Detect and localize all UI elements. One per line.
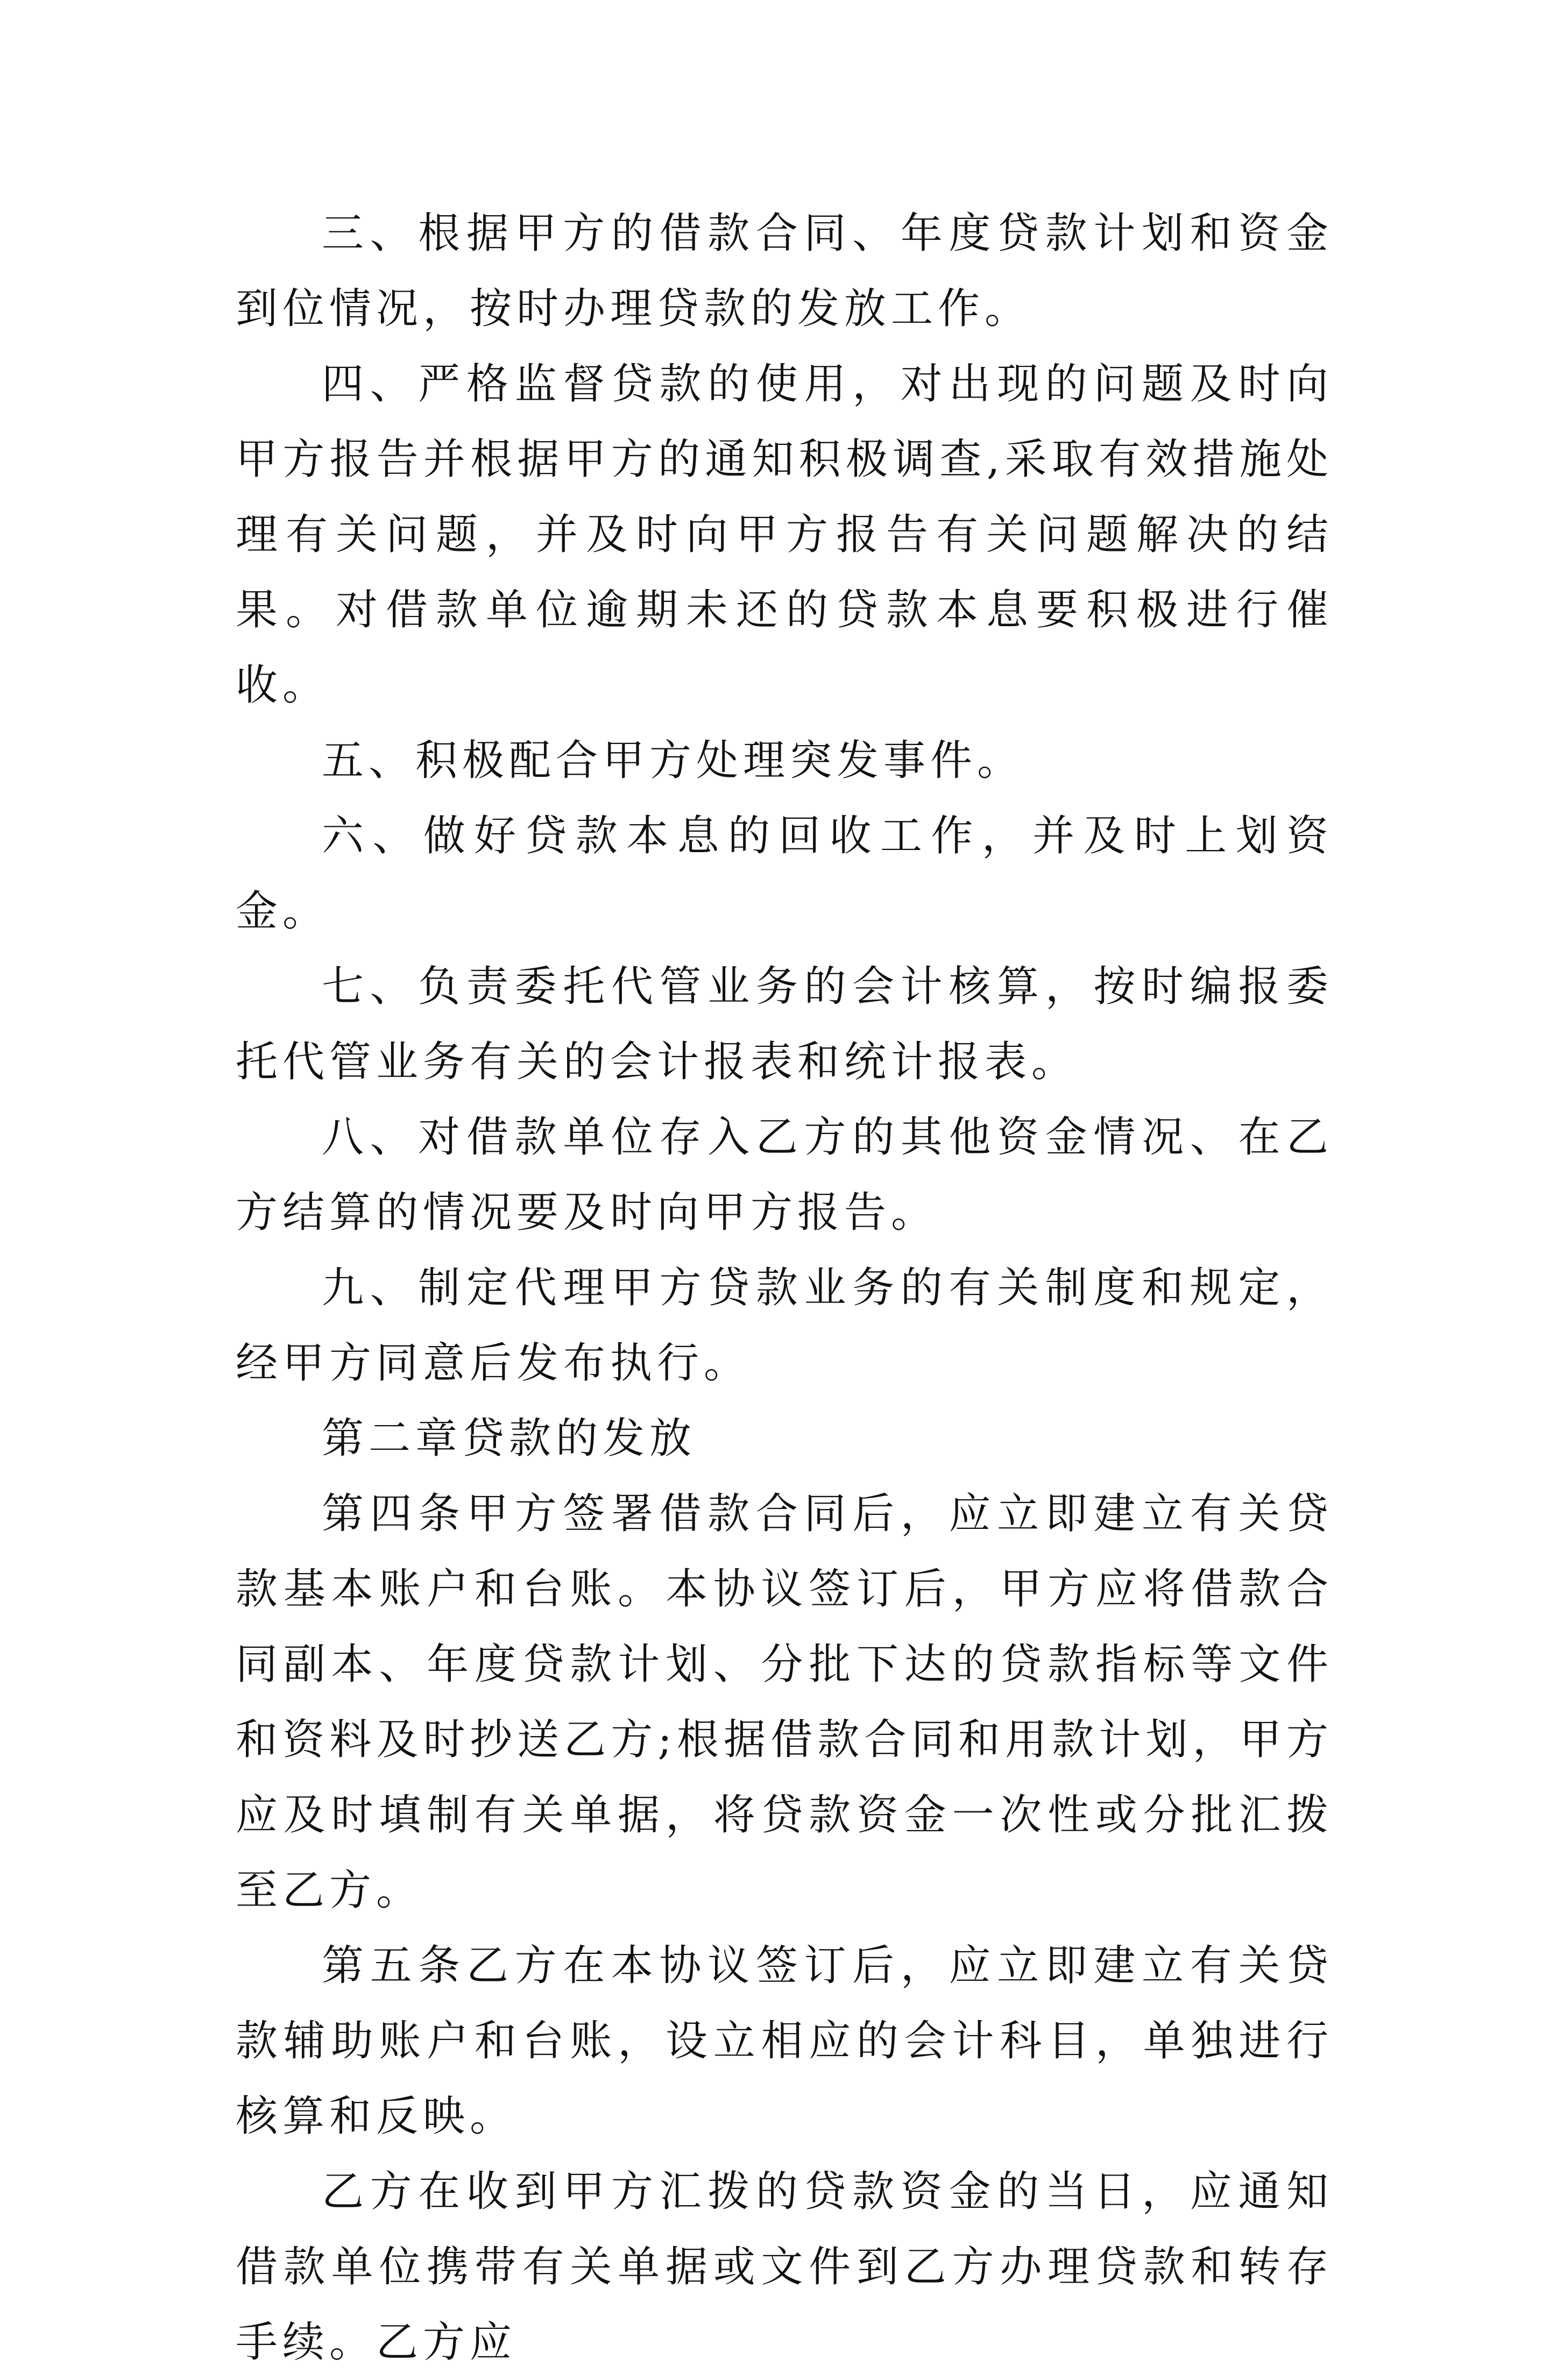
article-5: 第五条乙方在本协议签订后，应立即建立有关贷款辅助账户和台账，设立相应的会计科目，单独进行核算和反映。 — [236, 1942, 1333, 2141]
paragraph-item-8: 八、对借款单位存入乙方的其他资金情况、在乙方结算的情况要及时向甲方报告。 — [236, 1113, 1333, 1237]
document-body — [236, 196, 1333, 2380]
paragraph-item-5: 五、积极配合甲方处理突发事件。 — [322, 736, 1024, 785]
paragraph-item-9: 九、制定代理甲方贷款业务的有关制度和规定，经甲方同意后发布执行。 — [236, 1264, 1333, 1387]
paragraph-item-4: 四、严格监督贷款的使用，对出现的问题及时向甲方报告并根据甲方的通知积极调查,采取有效措施处理有关问题，并及时向甲方报告有关问题解决的结果。对借款单位逾期未还的贷款本息要积极进行催收。 — [236, 360, 1333, 710]
article-4: 第四条甲方签署借款合同后，应立即建立有关贷款基本账户和台账。本协议签订后，甲方应将借款合同副本、年度贷款计划、分批下达的贷款指标等文件和资料及时抄送乙方;根据借款合同和用款计划，甲方应及时填制有关单据，将贷款资金一次性或分批汇拨至乙方。 — [236, 1490, 1333, 1915]
paragraph-item-7: 七、负责委托代管业务的会计核算，按时编报委托代管业务有关的会计报表和统计报表。 — [236, 962, 1333, 1086]
article-5-continued: 乙方在收到甲方汇拨的贷款资金的当日，应通知借款单位携带有关单据或文件到乙方办理贷款和转存手续。乙方应 — [236, 2168, 1333, 2367]
paragraph-item-3: 三、根据甲方的借款合同、年度贷款计划和资金到位情况，按时办理贷款的发放工作。 — [236, 209, 1333, 333]
paragraph-item-6: 六、做好贷款本息的回收工作，并及时上划资金。 — [236, 812, 1333, 936]
chapter-heading: 第二章贷款的发放 — [322, 1414, 697, 1463]
